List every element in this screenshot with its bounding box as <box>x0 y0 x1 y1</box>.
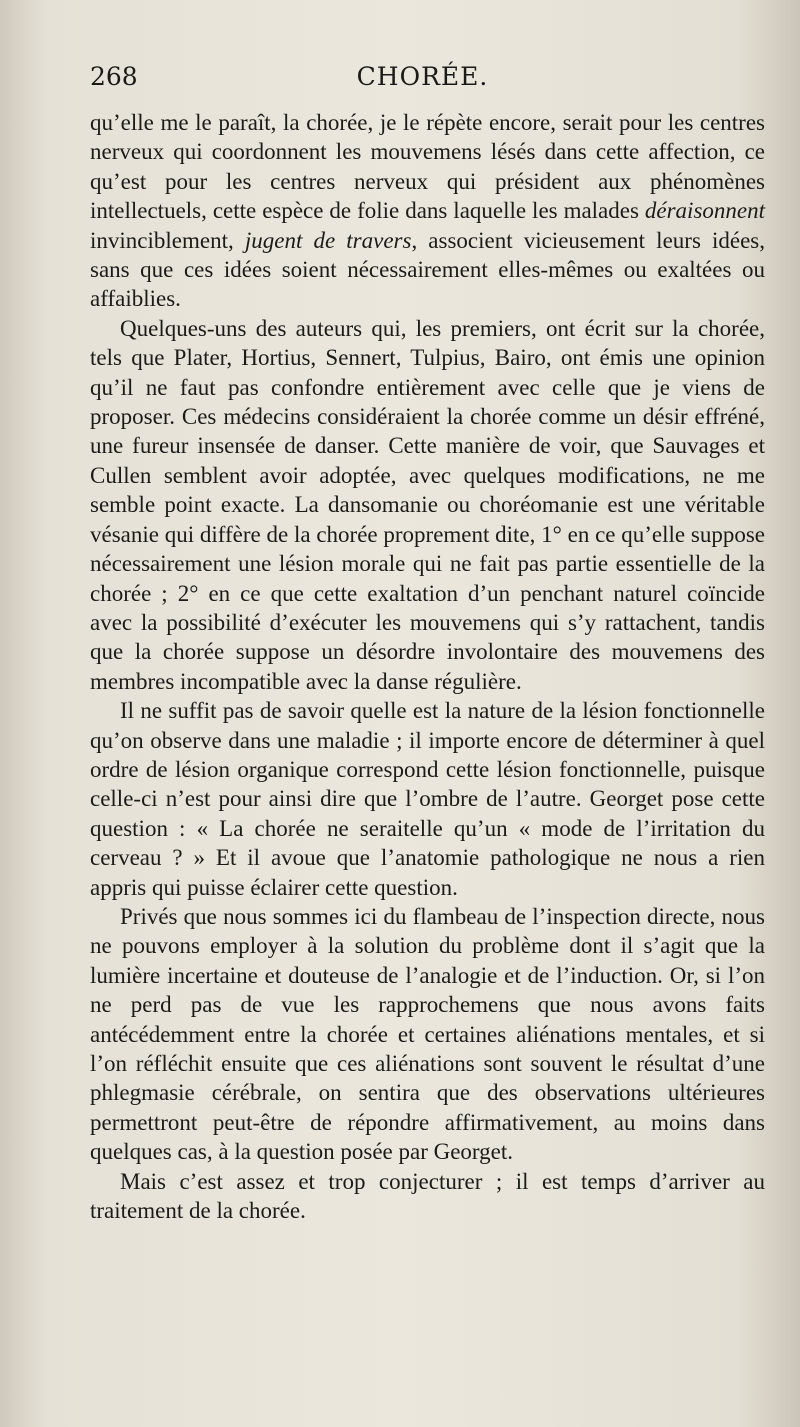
text-run: qu’elle me le paraît, la chorée, je le répète encore, serait pour les centres nerveux qui coordonnent les mouvemens lésés dans cette affection, ce qu’est pour les centres nerveux qui président aux phénomènes intellectuels, cette espèce de folie dans laquelle les malades <box>90 110 765 224</box>
running-title: CHORÉE. <box>356 62 489 91</box>
page-header <box>90 62 755 102</box>
italic-run: déraisonnent <box>644 198 765 224</box>
paragraph-4: Privés que nous sommes ici du flambeau de l’inspection directe, nous ne pouvons employer à la solution du problème dont il s’agit que la lumière incertaine et douteuse de l’analogie et de l’induction. Or, si l’on ne perd pas de vue les rapprochemens que nous avons faits antécédemment entre la chorée et certaines aliénations mentales, et si l’on réfléchit ensuite que ces aliénations sont souvent le résultat d’une phlegmasie cérébrale, on sentira que des observations ultérieures permettront peut-être de répondre affirmativement, au moins dans quelques cas, à la question posée par Georget. <box>90 903 765 1165</box>
italic-run: jugent de travers <box>244 227 412 253</box>
page-number: 268 <box>90 62 138 91</box>
paragraph-5: Mais c’est assez et trop conjecturer ; il est temps d’arriver au traitement de la chorée. <box>90 1168 765 1224</box>
body-text <box>90 108 765 1225</box>
text-run: , associent vicieusement leurs idées, sans que ces idées soient nécessairement elles-mêmes ou exaltées ou affaiblies. <box>90 227 766 312</box>
paragraph-3: Il ne suffit pas de savoir quelle est la nature de la lésion fonctionnelle qu’on observe dans une maladie ; il importe encore de déterminer à quel ordre de lésion organique correspond cette lésion fonctionnelle, puisque celle-ci n’est pour ainsi dire que l’ombre de l’autre. Georget pose cette question : « La chorée ne seraitelle qu’un « mode de l’irritation du cerveau ? » Et il avoue que l’anatomie pathologique ne nous a rien appris qui puisse éclairer cette question. <box>90 698 765 900</box>
text-run: invinciblement, <box>90 227 245 253</box>
paragraph-2: Quelques-uns des auteurs qui, les premiers, ont écrit sur la chorée, tels que Plater, Hortius, Sennert, Tulpius, Bairo, ont émis une opinion qu’il ne faut pas confondre entièrement avec celle que je viens de proposer. Ces médecins considéraient la chorée comme un désir effréné, une fureur insensée de danser. Cette manière de voir, que Sauvages et Cullen semblent avoir adoptée, avec quelques modifications, ne me semble point exacte. La dansomanie ou choréomanie est une véritable vésanie qui diffère de la chorée proprement dite, 1° en ce qu’elle suppose nécessairement une lésion morale qui ne fait pas partie essentielle de la chorée ; 2° en ce que cette exaltation d’un penchant naturel coïncide avec la possibilité d’exécuter les mouvemens qui s’y rattachent, tandis que la chorée suppose un désordre involontaire des mouvemens des membres incompatible avec la danse régulière. <box>90 315 765 694</box>
paragraph-1 <box>90 108 765 314</box>
